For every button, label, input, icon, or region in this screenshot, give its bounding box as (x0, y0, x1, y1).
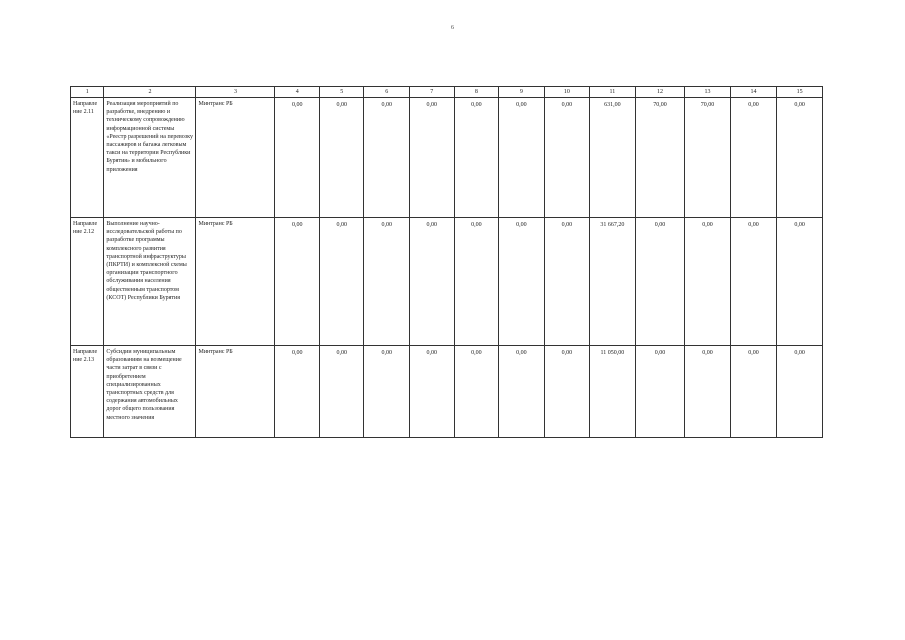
program-table (70, 86, 823, 438)
header-row (71, 87, 823, 98)
header-cell: 9 (499, 87, 545, 98)
value-cell: 0,00 (364, 98, 410, 218)
row-code-cell: Направле ние 2.11 (71, 98, 104, 218)
value-cell: 0,00 (319, 346, 364, 438)
header-cell: 4 (275, 87, 320, 98)
value-cell: 0,00 (319, 98, 364, 218)
value-cell: 0,00 (544, 346, 590, 438)
value-cell: 11 050,00 (590, 346, 636, 438)
value-cell: 0,00 (319, 218, 364, 346)
table-row (71, 346, 823, 438)
value-cell: 631,00 (590, 98, 636, 218)
header-cell: 15 (777, 87, 823, 98)
value-cell: 0,00 (544, 98, 590, 218)
value-cell: 0,00 (275, 218, 320, 346)
row-code-cell: Направле ние 2.13 (71, 346, 104, 438)
value-cell: 0,00 (499, 346, 545, 438)
header-cell: 12 (635, 87, 685, 98)
value-cell: 0,00 (454, 346, 499, 438)
header-cell: 10 (544, 87, 590, 98)
value-cell: 0,00 (454, 218, 499, 346)
value-cell: 0,00 (410, 346, 455, 438)
value-cell: 0,00 (364, 218, 410, 346)
header-cell: 5 (319, 87, 364, 98)
value-cell: 0,00 (275, 98, 320, 218)
value-cell: 0,00 (499, 218, 545, 346)
header-cell: 13 (685, 87, 731, 98)
header-cell: 14 (730, 87, 777, 98)
header-cell: 1 (71, 87, 104, 98)
value-cell: 0,00 (544, 218, 590, 346)
row-executor-cell: Минтранс РБ (196, 218, 275, 346)
row-executor-cell: Минтранс РБ (196, 98, 275, 218)
value-cell: 0,00 (685, 346, 731, 438)
value-cell: 0,00 (777, 98, 823, 218)
page-number: 6 (451, 25, 454, 31)
value-cell: 0,00 (777, 346, 823, 438)
header-cell: 8 (454, 87, 499, 98)
header-cell: 7 (410, 87, 455, 98)
row-description-cell: Субсидии муниципальным образованиям на возмещение части затрат в связи с приобретением специализированных транспортных средств для содержания автомобильных дорог общего пользования местного значения (104, 346, 196, 438)
row-code-cell: Направле ние 2.12 (71, 218, 104, 346)
header-cell: 2 (104, 87, 196, 98)
value-cell: 0,00 (410, 98, 455, 218)
value-cell: 0,00 (410, 218, 455, 346)
header-cell: 11 (590, 87, 636, 98)
header-cell: 3 (196, 87, 275, 98)
header-cell: 6 (364, 87, 410, 98)
value-cell: 0,00 (730, 218, 777, 346)
value-cell: 0,00 (730, 98, 777, 218)
row-executor-cell: Минтранс РБ (196, 346, 275, 438)
row-description-cell: Реализация мероприятий по разработке, внедрению и техническому сопровождению информационной системы «Реестр разрешений на перевозку пассажиров и багажа легковым такси на территории Республики Бурятия» и мобильного приложения (104, 98, 196, 218)
table-row (71, 98, 823, 218)
value-cell: 70,00 (635, 98, 685, 218)
value-cell: 0,00 (635, 346, 685, 438)
table-body (71, 87, 823, 438)
value-cell: 0,00 (499, 98, 545, 218)
value-cell: 31 667,20 (590, 218, 636, 346)
value-cell: 0,00 (685, 218, 731, 346)
table-row (71, 218, 823, 346)
value-cell: 0,00 (364, 346, 410, 438)
value-cell: 0,00 (635, 218, 685, 346)
value-cell: 0,00 (730, 346, 777, 438)
row-description-cell: Выполнение научно-исследовательской работы по разработке программы комплексного развития транспортной инфраструктуры (ПКРТИ) и комплексной схемы организации транспортного обслуживания населения общественным транспортом (КСОТ) Республики Бурятия (104, 218, 196, 346)
value-cell: 0,00 (777, 218, 823, 346)
value-cell: 70,00 (685, 98, 731, 218)
value-cell: 0,00 (454, 98, 499, 218)
value-cell: 0,00 (275, 346, 320, 438)
